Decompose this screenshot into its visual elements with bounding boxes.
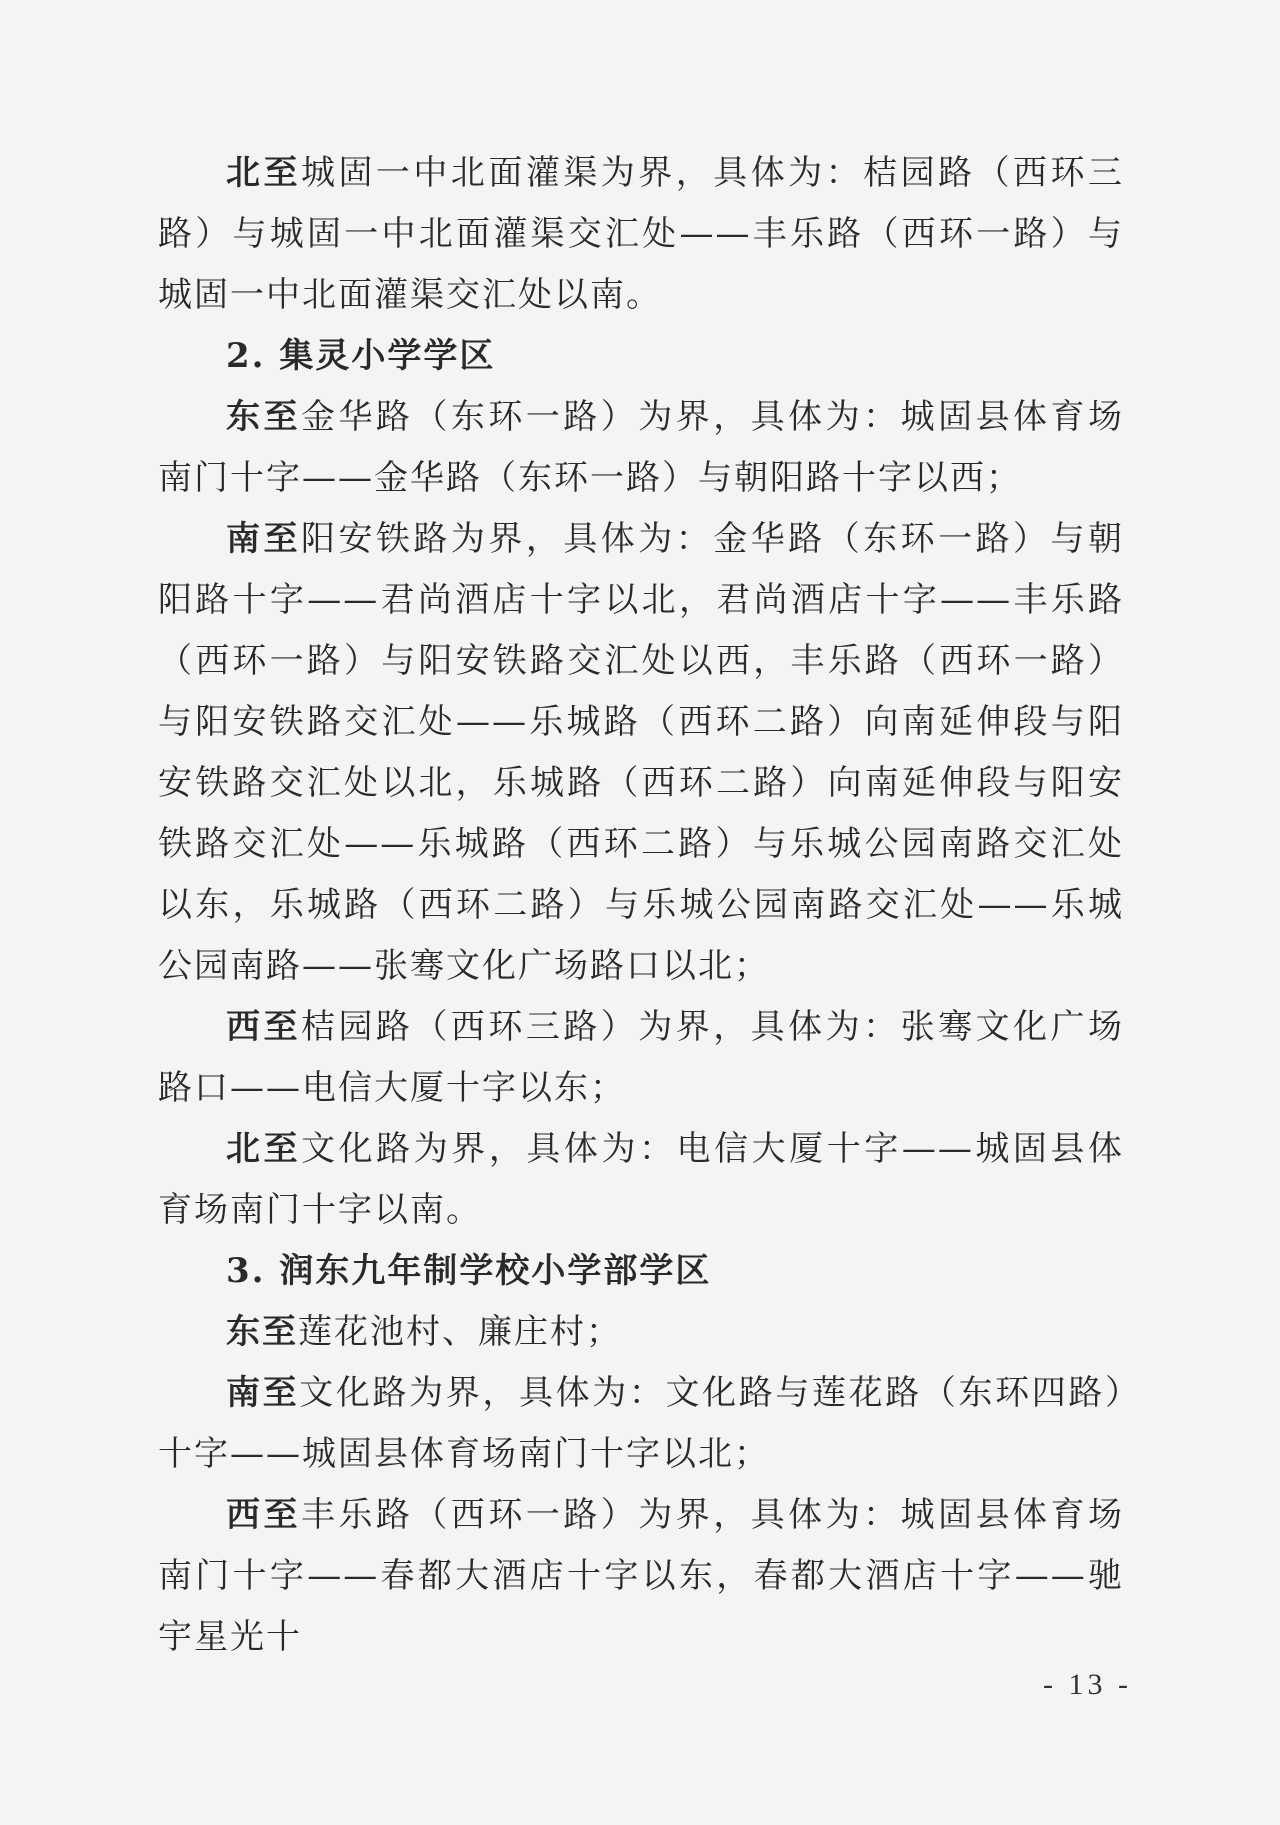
clause-text: 桔园路（西环三路）为界，具体为：张骞文化广场路口——电信大厦十字以东； xyxy=(158,1007,1125,1108)
paragraph-south-boundary-3 xyxy=(158,1363,1124,1485)
clause-text: 文化路为界，具体为：文化路与莲花路（东环四路）十字——城固县体育场南门十字以北； xyxy=(158,1373,1124,1474)
clause-text: 阳安铁路为界，具体为：金华路（东环一路）与朝阳路十字——君尚酒店十字以北，君尚酒店十字——丰乐路（西环一路）与阳安铁路交汇处以西，丰乐路（西环一路）与阳安铁路交汇处——乐城路（西环二路）向南延伸段与阳安铁路交汇处以北，乐城路（西环二路）向南延伸段与阳安铁路交汇处——乐城路（西环二路）与乐城公园南路交汇处以东，乐城路（西环二路）与乐城公园南路交汇处——乐城公园南路——张骞文化广场路口以北； xyxy=(158,519,1125,986)
clause-lead: 南至 xyxy=(226,519,301,559)
clause-text: 莲花池村、廉庄村； xyxy=(298,1312,622,1352)
clause-lead: 北至 xyxy=(226,153,301,193)
clause-lead: 东至 xyxy=(226,397,301,437)
paragraph-west-boundary-3 xyxy=(158,1485,1124,1668)
paragraph-east-boundary-3 xyxy=(158,1302,1124,1363)
clause-text: 金华路（东环一路）为界，具体为：城固县体育场南门十字——金华路（东环一路）与朝阳路十字以西； xyxy=(158,397,1125,498)
paragraph-west-boundary-2 xyxy=(158,997,1124,1119)
paragraph-south-boundary-2 xyxy=(158,509,1124,997)
clause-text: 丰乐路（西环一路）为界，具体为：城固县体育场南门十字——春都大酒店十字以东，春都大酒店十字——驰宇星光十 xyxy=(158,1495,1125,1657)
clause-text: 文化路为界，具体为：电信大厦十字——城固县体育场南门十字以南。 xyxy=(158,1129,1125,1230)
section-heading-rundong: 3. 润东九年制学校小学部学区 xyxy=(226,1251,712,1291)
clause-lead: 北至 xyxy=(226,1129,302,1169)
section-heading-jiling: 2. 集灵小学学区 xyxy=(226,336,496,376)
page-number: - 13 - xyxy=(1043,1668,1132,1701)
paragraph-north-boundary-2 xyxy=(158,1119,1124,1241)
clause-text: 城固一中北面灌渠为界，具体为：桔园路（西环三路）与城固一中北面灌渠交汇处——丰乐路（西环一路）与城固一中北面灌渠交汇处以南。 xyxy=(158,153,1125,315)
paragraph-east-boundary-2 xyxy=(158,387,1124,509)
clause-lead: 南至 xyxy=(226,1373,300,1413)
page-content xyxy=(158,143,1124,1668)
clause-lead: 东至 xyxy=(226,1312,298,1352)
paragraph-north-boundary-1 xyxy=(158,143,1124,326)
clause-lead: 西至 xyxy=(226,1007,301,1047)
clause-lead: 西至 xyxy=(226,1495,301,1535)
